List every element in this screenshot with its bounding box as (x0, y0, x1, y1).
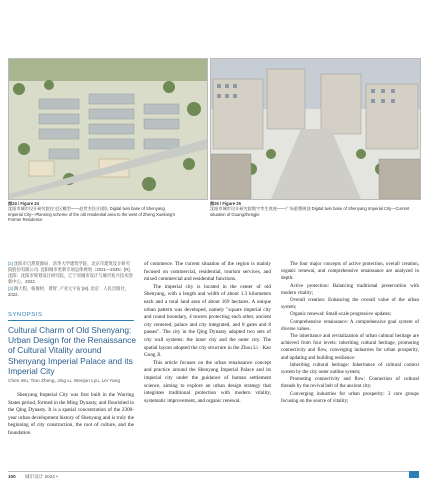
paragraph: Organic renewal: Small-scale progressive updates; (290, 312, 392, 318)
paragraph: Inheriting cultural heritage: Inheritance of cultural context system by the city outer outline system; (281, 362, 419, 376)
paragraph: Converging industries for urban prosperity: 3 core groups focusing on the source of vitality; (281, 391, 419, 404)
reference-item: [2] 沈阳市自然资源局、清华大学建筑学院、北京市建筑设计研究院股份有限公司. 沈阳城市更新专项总体规划（2021—2035）[R]. 沈阳：沈阳市规划设计研究院，辽宁省城市设计与城市复兴技术创新中心，2022. (8, 261, 133, 284)
caption-cn: 沈阳市城市设计研究院住宅区模型——赵世杰设计团队 Digital twin base of Shenyang (8, 206, 165, 212)
caption-cn: 沈阳市城市设计研究院数字孪生底座——广场重塑规划 Digital twin base of Shenyang Imperial City—Current (210, 206, 410, 212)
page-footer (8, 471, 419, 480)
body-column-2 (144, 261, 271, 405)
caption-en-line1: situation of Guangzhengjie (210, 211, 260, 217)
figure-25-image (210, 58, 421, 200)
paragraph: The imperial city is located in the center of old Shenyang, with a length and width of about 1.3 kilometers each and a total land area of about 169 hectares. A unique urban pattern was developed, namely "square imperial city and round boundary, 4 towers protecting each other, ancient city centered, palace and city integrated, and 8 gates and 8 passes". The city in the Qing Dynasty adopted two sets of city wall systems: the inner city and the outer city. The spatial layout adopted the city structure in the Zhou Li · Kao Gong Ji. (144, 283, 271, 359)
paragraph: of commerce. The current situation of the region is mainly focused on commercial, residential, tourism services, and mixed commercial and residential functions. (144, 261, 271, 283)
synopsis-label: SYNOPSIS (8, 312, 43, 318)
figure-number: 图25 / Figure 25 (210, 201, 241, 206)
paragraph: The inheritance and revitalization of urban cultural heritage are achieved from four levels: inheriting cultural heritage, promoting connectivity and flow, converging industries for urban prosperity, and updating and building resilience: (281, 334, 419, 361)
paragraph: Comprehensive renaissance: A comprehensive goal system of diverse values. (281, 319, 419, 332)
figure-number: 图24 / Figure 24 (8, 201, 39, 206)
journal-name: 城市设计 2024 • (24, 474, 58, 479)
paragraph: This article focuses on the urban renaissance concept and practice around the Shenyang Imperial Palace and its imperial city under the guidance of human settlement science, aiming to explore an urban design strategy that integrates traditional protection with modern vitality, systematic improvement, and organic renewal. (144, 359, 271, 404)
figure-25-caption (210, 201, 419, 217)
authors: Chen Wu, Tian Zheng, Jing Li, Wenjun Lyu, Lei Yang (8, 379, 120, 384)
figure-24-caption (8, 201, 208, 223)
reference-item: [3] 陶大程，杨俊材，黄智. 产业元宇宙 [M]. 北京：人民出版社，2022. (8, 286, 130, 297)
body-column-3 (281, 261, 419, 405)
paragraph: The four major concepts of active protection, overall creation, organic renewal, and comprehensive renaissance are analyzed in depth: (281, 262, 419, 282)
paragraph: Shenyang Imperial City was first built in the Warring States period, formed in the Ming Dynasty, and flourished in the Qing Dynasty. It is a spatial concentration of the 2300-year urban development history of Shenyang and is truly the beginning of city construction, the root of culture, and the foundation (8, 392, 135, 436)
references (8, 261, 134, 299)
paragraph: Active protection: Balancing traditional preservation with modern vitality; (281, 283, 419, 296)
paragraph: Overall creation: Enhancing the overall value of the urban system; (281, 298, 419, 311)
figure-24-image (8, 58, 208, 200)
synopsis-divider (8, 320, 134, 321)
body-column-1 (8, 392, 134, 438)
caption-en-line1: Imperial City—Planning scheme of the old residential area to the west of Zheng Xueliang's (8, 211, 176, 217)
corner-mark-icon (409, 471, 419, 478)
paragraph: Promoting connectivity and flow: Connection of cultural threads by the revival belt of the ancient city; (281, 377, 419, 390)
caption-en-line2: Former Residence (8, 217, 43, 223)
page-number: 100 (8, 474, 16, 479)
article-title: Cultural Charm of Old Shenyang: Urban Design for the Renaissance of Cultural Vitality around Shenyang Imperial Palace and its Imperial City (8, 325, 137, 376)
